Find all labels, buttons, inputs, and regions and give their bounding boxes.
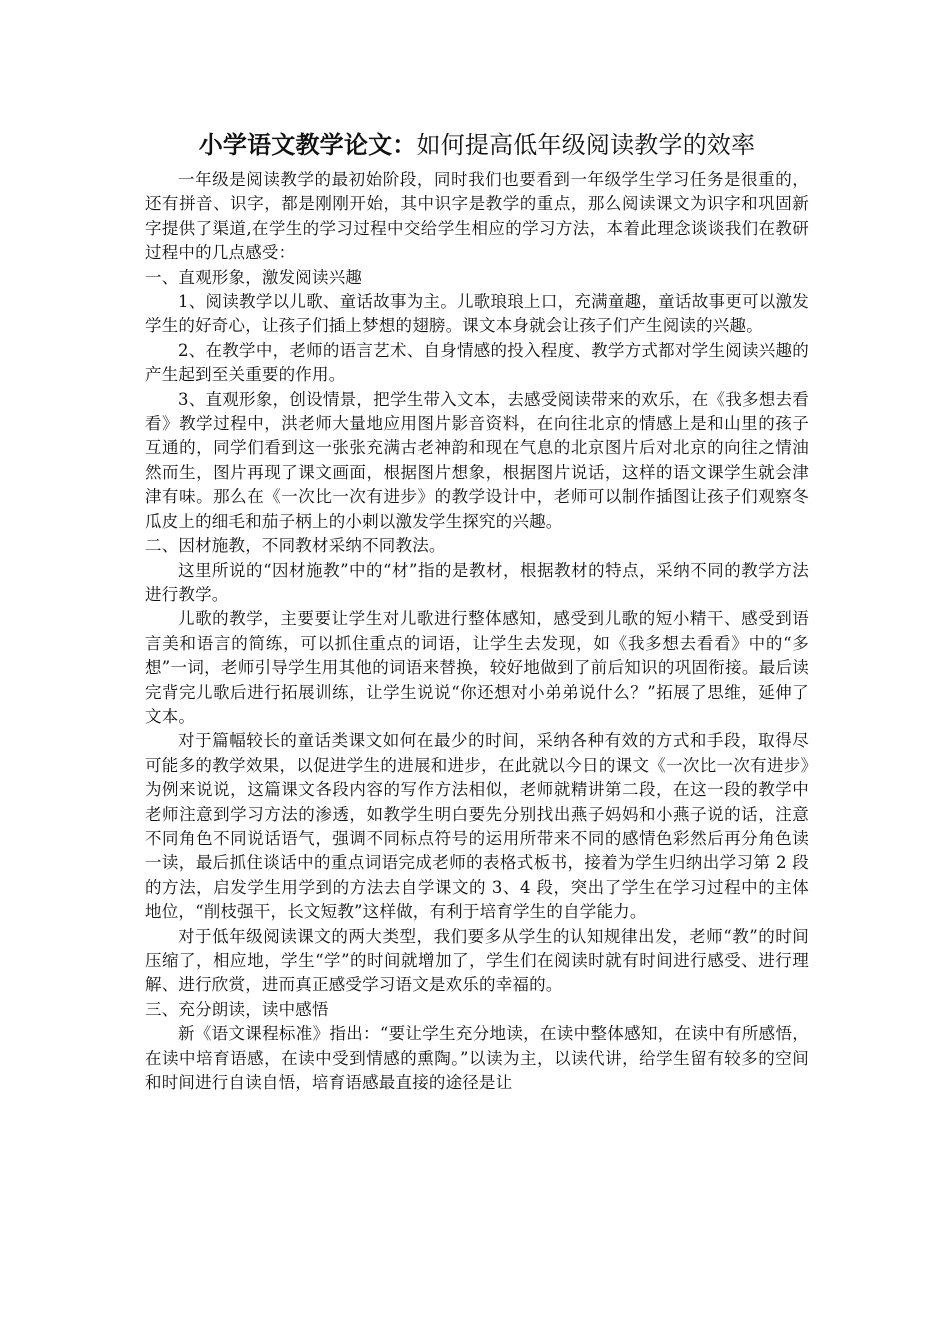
body-paragraph: 3、直观形象，创设情景，把学生带入文本，去感受阅读带来的欢乐，在《我多想去看看》教学过程中，洪老师大量地应用图片影音资料，在向往北京的情感上是和山里的孩子互通的，同学们看到这一张张充满古老神韵和现在气息的北京图片后对北京的向往之情油然而生，图片再现了课文画面，根据图片想象，根据图片说话，这样的语文课学生就会津津有味。那么在《一次比一次有进步》的教学设计中，老师可以制作插图让孩子们观察冬瓜皮上的细毛和茄子柄上的小刺以激发学生探究的兴趣。 (145, 389, 809, 531)
document-title (145, 128, 809, 162)
body-paragraph: 2、在教学中，老师的语言艺术、自身情感的投入程度、教学方式都对学生阅读兴趣的产生起到至关重要的作用。 (145, 340, 809, 385)
body-paragraph: 新《语文课程标准》指出：“要让学生充分地读，在读中整体感知，在读中有所感悟，在读中培育语感，在读中受到情感的熏陶。”以读为主，以读代讲，给学生留有较多的空间和时间进行自读自悟，培育语感最直接的途径是让 (145, 1024, 809, 1093)
body-paragraph: 儿歌的教学，主要要让学生对儿歌进行整体感知，感受到儿歌的短小精干、感受到语言美和语言的简练，可以抓住重点的词语，让学生去发现，如《我多想去看看》中的“多想”一词，老师引导学生用其他的词语来替换，较好地做到了前后知识的巩固衔接。最后读完背完儿歌后进行拓展训练，让学生说说“你还想对小弟弟说什么？”拓展了思维，延伸了文本。 (145, 609, 809, 726)
section-heading-3: 三、充分朗读，读中感悟 (145, 999, 329, 1019)
body-paragraph: 对于低年级阅读课文的两大类型，我们要多从学生的认知规律出发，老师“教”的时间压缩了，相应地，学生“学”的时间就增加了，学生们在阅读时就有时间进行感受、进行理解、进行欣赏，进而真正感受学习语文是欢乐的幸福的。 (145, 926, 809, 995)
document-body (145, 168, 809, 1095)
body-paragraph: 对于篇幅较长的童话类课文如何在最少的时间，采纳各种有效的方式和手段，取得尽可能多的教学效果，以促进学生的进展和进步，在此就以今日的课文《一次比一次有进步》为例来说说，这篇课文各段内容的写作方法相似，老师就精讲第二段，在这一段的教学中老师注意到学习方法的渗透，如教学生明白要先分别找出燕子妈妈和小燕子说的话，注意不同角色不同说话语气，强调不同标点符号的运用所带来不同的感情色彩然后再分角色读一读，最后抓住谈话中的重点词语完成老师的表格式板书，接着为学生归纳出学习第 2 段的方法，启发学生用学到的方法去自学课文的 3、4 段，突出了学生在学习过程中的主体地位，“削枝强干，长文短教”这样做，有利于培育学生的自学能力。 (145, 731, 809, 922)
title-prefix: 小学语文教学论文： (198, 130, 417, 159)
document-page (145, 128, 809, 1095)
title-main: 如何提高低年级阅读教学的效率 (416, 131, 756, 159)
intro-paragraph: 一年级是阅读教学的最初始阶段，同时我们也要看到一年级学生学习任务是很重的，还有拼音、识字，都是刚刚开始，其中识字是教学的重点，那么阅读课文为识字和巩固新字提供了渠道,在学生的学习过程中交给学生相应的学习方法，本着此理念谈谈我们在教研过程中的几点感受： (145, 170, 809, 263)
body-paragraph: 这里所说的“因材施教”中的“材”指的是教材，根据教材的特点，采纳不同的教学方法进行教学。 (145, 560, 809, 604)
body-paragraph: 1、阅读教学以儿歌、童话故事为主。儿歌琅琅上口，充满童趣，童话故事更可以激发学生的好奇心，让孩子们插上梦想的翅膀。课文本身就会让孩子们产生阅读的兴趣。 (145, 292, 809, 336)
section-heading-2: 二、因材施教，不同教材采纳不同教法。 (145, 536, 446, 556)
section-heading-1: 一、直观形象，激发阅读兴趣 (145, 267, 363, 287)
